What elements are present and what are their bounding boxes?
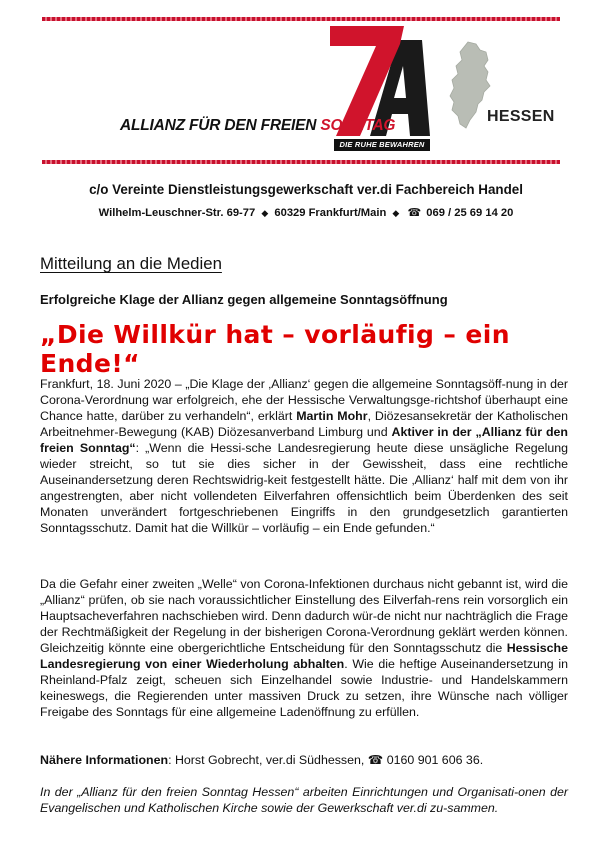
organisation-line: c/o Vereinte Dienstleistungsgewerkschaft ver.di Fachbereich Handel <box>89 182 523 197</box>
headline: „Die Willkür hat – vorläufig – ein Ende!“ <box>40 320 510 378</box>
phone-icon: ☎ <box>407 207 422 219</box>
alliance-wordmark-red: SONNTAG <box>320 117 396 134</box>
city: 60329 Frankfurt/Main <box>274 207 387 219</box>
paragraph-1 <box>40 376 568 536</box>
p2-text-1: Da die Gefahr einer zweiten „Welle“ von Corona-Infektionen durchaus nicht gebannt ist, wird die „Allianz“ prüfen, ob sie nach voraussichtlicher Einstellung des Eilverfah-rens rein vorsorglich ein Hauptsacheverfahren nachschieben wird. Denn dadurch wür-de nicht nur nachträglich die Frage der Rechtmäßigkeit der Regelung in der bisherigen Corona-Verordnung geklärt werden können. Gleichzeitig könnte eine obergerichtliche Entscheidung für den Sonntagsschutz die <box>40 577 568 655</box>
street: Wilhelm-Leuschner-Str. 69-77 <box>98 207 256 219</box>
p1-text-1: Frankfurt, 18. Juni 2020 – „Die Klage der ‚Allianz‘ gegen die allgemeine Sonntagsöff-nung in der Corona-Verordnung war erfolgreich, ehe der Hessische Verwaltungsge-richtshof überhaupt eine Chance hatte, darüber zu verhandeln“, erklärt <box>40 377 568 423</box>
hessen-map-icon <box>448 40 492 130</box>
contact-line <box>40 752 568 768</box>
alliance-logo <box>120 26 440 154</box>
press-release-kicker: Mitteilung an die Medien <box>40 254 222 273</box>
region-label: HESSEN <box>487 108 555 125</box>
phone-icon: ☎ <box>367 753 384 767</box>
p1-bold-name: Martin Mohr <box>296 409 368 423</box>
motto-banner: DIE RUHE BEWAHREN <box>334 139 430 151</box>
header-rule-top <box>42 17 560 21</box>
address-line <box>0 206 612 219</box>
header-rule-bottom <box>42 160 560 164</box>
p1-bold-role: Aktiver in der „Allianz für den freien Sonntag“ <box>40 425 568 455</box>
alliance-wordmark <box>120 117 395 135</box>
diamond-separator-icon: ◆ <box>392 208 400 218</box>
contact-label: Nähere Informationen <box>40 753 169 767</box>
paragraph-2 <box>40 576 568 720</box>
subheadline: Erfolgreiche Klage der Allianz gegen allgemeine Sonntagsöffnung <box>40 292 448 307</box>
p1-text-2: , Diözesansekretär der Katholischen Arbeitnehmer-Bewegung (KAB) Diözesanverband Limburg und <box>40 409 568 439</box>
phone-number: 069 / 25 69 14 20 <box>426 207 514 219</box>
diamond-separator-icon: ◆ <box>261 208 269 218</box>
footer-note: In der „Allianz für den freien Sonntag Hessen“ arbeiten Einrichtungen und Organisati-onen der Evangelischen und Katholischen Kirche sowie der Gewerkschaft ver.di zu-sammen. <box>40 785 568 815</box>
p2-text-2: . Wie die heftige Auseinandersetzung in Rheinland-Pfalz zeigt, scheuen sich Einzelhandel sowie Industrie- und Handelskammern keineswegs, die Regierenden unter massiven Druck zu setzen, ihre Wünsche nach völliger Freigabe des Sonntags für eine allgemeine Ladenöffnung zu erfüllen. <box>40 657 568 719</box>
p1-text-3: : „Wenn die Hessi-sche Landesregierung heute diese unsägliche Regelung wieder streicht, so tut sie dies sicher in der Gewissheit, dass eine rechtliche Auseinandersetzung deren Rechtswidrig-keit festgestellt hätte. Die ‚Allianz‘ half mit dem von ihr angestrengten, aber nicht vollendeten Eilverfahren offensichtlich beim Überdenken des seit Monaten unverändert fortgeschriebenen Eingriffs in den grundgesetzlich garantierten Sonntagsschutz. Damit hat die Willkür – vorläufig – ein Ende gefunden.“ <box>40 441 569 535</box>
contact-text: : Horst Gobrecht, ver.di Südhessen, <box>168 753 368 767</box>
contact-phone: 0160 901 606 36. <box>386 753 484 767</box>
alliance-wordmark-black: ALLIANZ FÜR DEN FREIEN <box>120 117 321 134</box>
p2-bold: Hessische Landesregierung von einer Wiederholung abhalten <box>40 641 568 671</box>
